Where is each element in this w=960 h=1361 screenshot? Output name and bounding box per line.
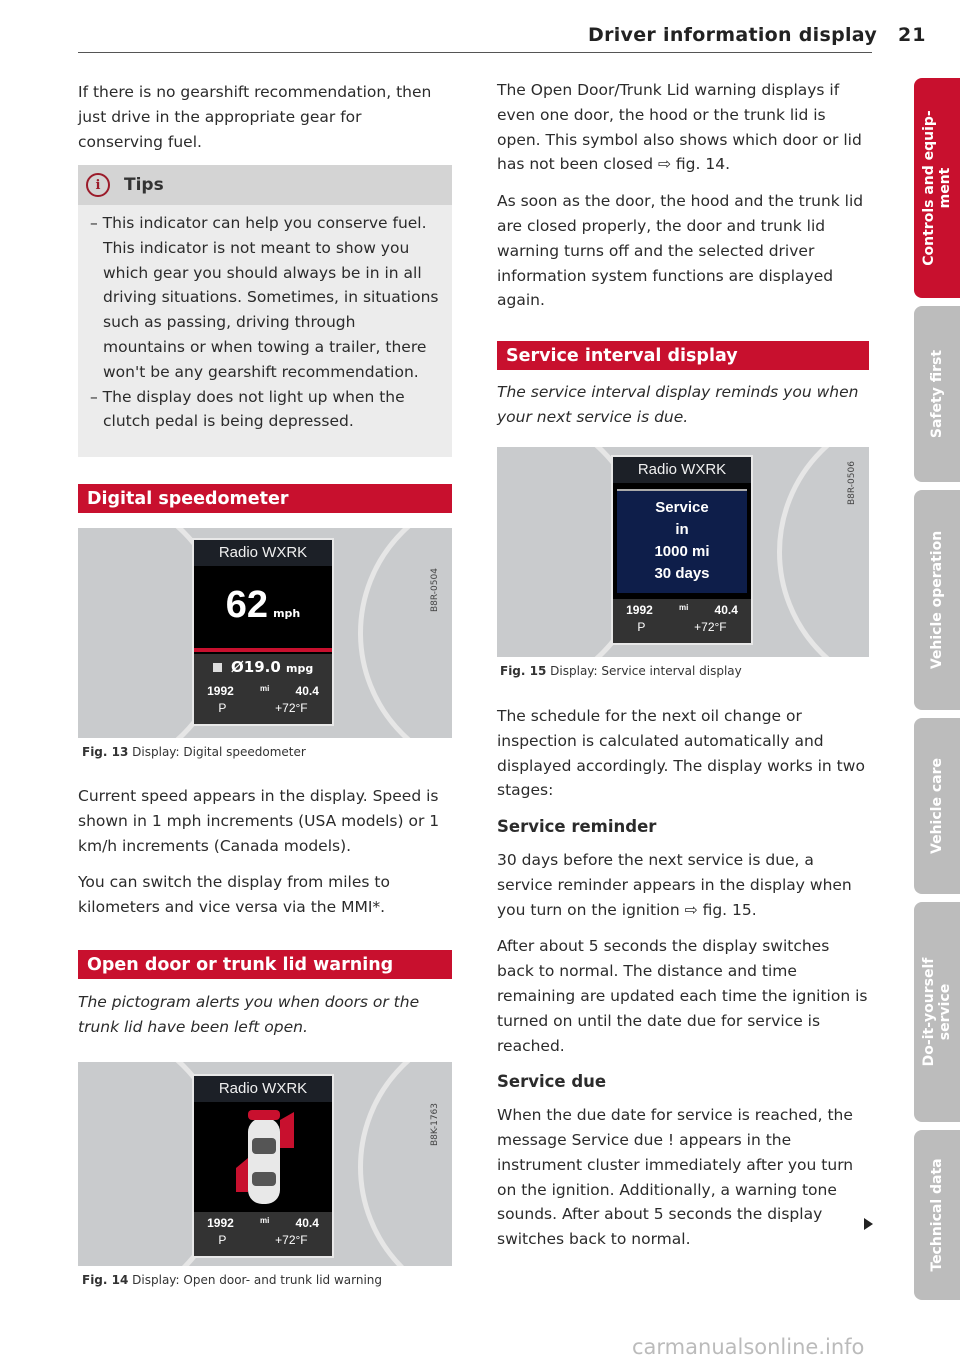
figure-code: B8R-0504 (430, 568, 440, 612)
sidebar-tab-vehicle-care[interactable] (914, 718, 960, 894)
sidebar-tab-label: Vehicle care (929, 758, 945, 854)
paragraph: You can switch the display from miles to kilometers and vice versa via the MMI*. (78, 873, 390, 917)
tips-header (78, 165, 452, 205)
italic-intro-text: The pictogram alerts you when doors or the trunk lid have been left open. (78, 993, 420, 1036)
tips-item: – This indicator can help you conserve fuel. This indicator is not meant to show you which gear you should always be in in all driving situations. Sometimes, in situations such as passing, driving through mountains or when towing a trailer, there won't be any gearshift recommendation. (90, 214, 439, 381)
info-icon: i (86, 173, 110, 197)
sidebar-tab-controls[interactable] (914, 78, 960, 298)
left-intro (78, 80, 450, 166)
paragraph: 30 days before the next service is due, a service reminder appears in the display when you turn on the ignition ⇨ fig. 15. (497, 850, 852, 919)
service-line: in (675, 521, 689, 538)
mpg-unit: mpg (286, 662, 314, 675)
figure-caption-text: Display: Service interval display (550, 664, 742, 678)
figure-number: Fig. 14 (82, 1273, 129, 1287)
door-warning-intro (78, 990, 450, 1052)
sidebar-tab-safety[interactable] (914, 306, 960, 482)
right-top-body (497, 78, 869, 325)
odometer-unit: mi (259, 1216, 270, 1225)
figure-code: B8K-1763 (430, 1102, 440, 1146)
tips-list (78, 211, 452, 434)
subheading-service-due: Service due (497, 1072, 607, 1092)
speed-unit: mph (273, 607, 301, 620)
tips-title: Tips (124, 175, 164, 195)
service-message-panel (617, 489, 747, 593)
watermark: carmanualsonline.info (632, 1335, 865, 1359)
italic-intro (78, 990, 450, 1040)
odometer-unit: mi (259, 684, 270, 693)
digital-speedometer-body (78, 784, 450, 932)
italic-intro-text: The service interval display reminds you when your next service is due. (497, 383, 859, 426)
trip: 40.4 (295, 1216, 319, 1230)
gear-indicator: P (637, 620, 646, 634)
sidebar-tab-label: Do-it-yourself service (921, 957, 953, 1067)
status-strip (194, 680, 332, 724)
figure-caption (500, 664, 742, 678)
outside-temp: +72°F (275, 1233, 308, 1247)
sidebar-tab-label: Controls and equip- ment (921, 110, 953, 266)
mpg-readout (194, 654, 332, 682)
figure-code: B8R-0506 (847, 461, 857, 505)
right-gauge-dial (358, 1062, 452, 1266)
page-number: 21 (898, 24, 927, 46)
service-days: 30 days (654, 565, 710, 582)
paragraph: After about 5 seconds the display switches back to normal. The distance and time remaining are updated each time the ignition is turned on until the date due for service is reached. (497, 937, 868, 1055)
status-strip (194, 1212, 332, 1256)
service-distance: 1000 mi (654, 543, 710, 560)
paragraph: As soon as the door, the hood and the trunk lid are closed properly, the door and trunk lid warning turns off and the selected driver information system functions are displayed again. (497, 192, 864, 310)
section-heading-service-interval: Service interval display (497, 341, 869, 370)
tips-box (78, 165, 452, 457)
figure-number: Fig. 13 (82, 745, 129, 759)
figure-caption (82, 745, 306, 759)
cluster-display (611, 455, 753, 645)
display-red-rule (194, 648, 332, 652)
paragraph: The Open Door/Trunk Lid warning displays if even one door, the hood or the trunk lid is open. This symbol also shows which door or lid has not been closed ⇨ fig. 14. (497, 81, 862, 174)
radio-label: Radio WXRK (194, 540, 332, 566)
section-heading-door-warning: Open door or trunk lid warning (78, 950, 452, 979)
trip: 40.4 (714, 603, 738, 617)
figure-digital-speedometer (78, 528, 452, 738)
status-strip (613, 599, 751, 643)
gear-indicator: P (218, 701, 227, 715)
radio-label: Radio WXRK (613, 457, 751, 483)
header-rule (78, 52, 872, 53)
figure-caption (82, 1273, 382, 1287)
sidebar-tab-diy-service[interactable] (914, 902, 960, 1122)
odometer: 1992 (626, 603, 653, 617)
continue-arrow-icon (864, 1218, 873, 1230)
paragraph: Current speed appears in the display. Speed is shown in 1 mph increments (USA models) or 1 km/h increments (Canada models). (78, 787, 440, 855)
radio-label: Radio WXRK (194, 1076, 332, 1102)
sidebar-tab-technical-data[interactable] (914, 1130, 960, 1300)
sidebar-tab-label: Safety first (929, 349, 945, 439)
paragraph: The schedule for the next oil change or inspection is calculated automatically and displayed accordingly. The display works in two stages: (497, 707, 865, 800)
right-gauge-dial (358, 528, 452, 738)
figure-service-interval (497, 447, 869, 657)
trip: 40.4 (295, 684, 319, 698)
mpg-value: Ø19.0 (231, 658, 281, 676)
speed-value: 62 (225, 584, 268, 626)
odometer: 1992 (207, 684, 234, 698)
cluster-display (192, 538, 334, 726)
sidebar-tab-label: Technical data (929, 1158, 945, 1272)
odometer: 1992 (207, 1216, 234, 1230)
figure-caption-text: Display: Open door- and trunk lid warning (132, 1273, 383, 1287)
speed-readout (194, 584, 332, 627)
running-header-title: Driver information display (588, 24, 878, 46)
subheading-service-reminder: Service reminder (497, 817, 657, 837)
italic-intro (497, 380, 869, 430)
service-body (497, 704, 869, 1264)
service-intro (497, 380, 869, 442)
figure-number: Fig. 15 (500, 664, 547, 678)
tips-item: – The display does not light up when the clutch pedal is being depressed. (90, 387, 405, 431)
figure-caption-text: Display: Digital speedometer (132, 745, 306, 759)
cluster-display (192, 1074, 334, 1258)
outside-temp: +72°F (694, 620, 727, 634)
sidebar-tab-label: Vehicle operation (929, 530, 945, 670)
intro-paragraph: If there is no gearshift recommendation, then just drive in the appropriate gear for conserving fuel. (78, 83, 432, 151)
sidebar-tab-vehicle-operation[interactable] (914, 490, 960, 710)
car-door-pictogram-icon (234, 1108, 294, 1212)
service-line: Service (655, 499, 709, 516)
fuel-icon (213, 663, 222, 672)
paragraph: When the due date for service is reached, the message Service due ! appears in the instrument cluster immediately after you turn on the ignition. Additionally, a warning tone sounds. After about 5 seconds the display switches back to normal. (497, 1106, 854, 1249)
gear-indicator: P (218, 1233, 227, 1247)
figure-door-warning (78, 1062, 452, 1266)
odometer-unit: mi (678, 603, 689, 612)
outside-temp: +72°F (275, 701, 308, 715)
section-heading-digital-speedometer: Digital speedometer (78, 484, 452, 513)
